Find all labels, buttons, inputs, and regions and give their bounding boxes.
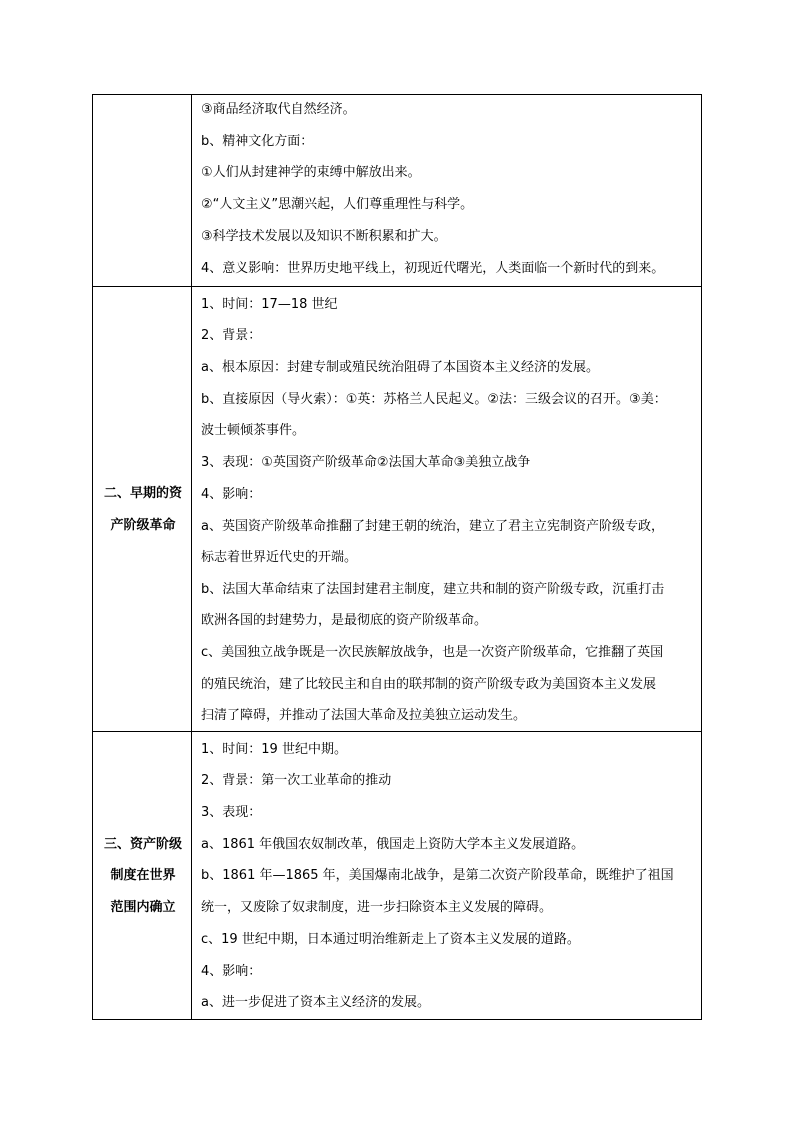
row-divider bbox=[93, 286, 701, 287]
content-line: 4、意义影响：世界历史地平线上，初现近代曙光，人类面临一个新时代的到来。 bbox=[201, 261, 665, 276]
content-line: c、19 世纪中期，日本通过明治维新走上了资本主义发展的道路。 bbox=[201, 932, 580, 947]
section-heading: 产阶级革命 bbox=[110, 518, 176, 533]
content-line: c、美国独立战争既是一次民族解放战争，也是一次资产阶级革命，它推翻了英国 bbox=[201, 645, 664, 660]
content-line: 标志着世界近代史的开端。 bbox=[201, 550, 358, 565]
content-line: b、法国大革命结束了法国封建君主制度，建立共和制的资产阶级专政，沉重打击 bbox=[201, 582, 665, 597]
content-line: 欧洲各国的封建势力，是最彻底的资产阶级革命。 bbox=[201, 613, 488, 628]
content-line: 4、影响： bbox=[201, 964, 262, 979]
content-line: 的殖民统治，建了比较民主和自由的联邦制的资产阶级专政为美国资本主义发展 bbox=[201, 677, 657, 692]
content-line: b、1861 年—1865 年，美国爆南北战争，是第二次资产阶段革命，既维护了祖国 bbox=[201, 868, 674, 883]
row-divider bbox=[93, 731, 701, 732]
content-line: a、进一步促进了资本主义经济的发展。 bbox=[201, 995, 430, 1010]
content-line: ①人们从封建神学的束缚中解放出来。 bbox=[201, 165, 421, 180]
content-line: 2、背景： bbox=[201, 328, 262, 343]
content-line: 统一，又废除了奴隶制度，进一步扫除资本主义发展的障碍。 bbox=[201, 900, 553, 915]
content-line: 1、时间：17—18 世纪 bbox=[201, 297, 338, 312]
content-line: 3、表现：①英国资产阶级革命②法国大革命③美独立战争 bbox=[201, 455, 531, 470]
content-line: ②“人文主义”思潮兴起，人们尊重理性与科学。 bbox=[201, 197, 474, 212]
content-line: a、1861 年俄国农奴制改革，俄国走上资防大学本主义发展道路。 bbox=[201, 837, 585, 852]
section-heading: 制度在世界 bbox=[110, 868, 176, 883]
notes-table bbox=[92, 94, 702, 1020]
section-heading: 三、资产阶级 bbox=[103, 837, 182, 852]
content-line: 4、影响： bbox=[201, 487, 262, 502]
column-divider bbox=[191, 95, 192, 1019]
content-line: 1、时间：19 世纪中期。 bbox=[201, 742, 347, 757]
section-heading: 二、早期的资 bbox=[103, 486, 182, 501]
content-line: ③科学技术发展以及知识不断积累和扩大。 bbox=[201, 229, 447, 244]
content-line: 波士顿倾茶事件。 bbox=[201, 423, 306, 438]
content-line: ③商品经济取代自然经济。 bbox=[201, 102, 356, 117]
content-line: a、根本原因：封建专制或殖民统治阻碍了本国资本主义经济的发展。 bbox=[201, 360, 599, 375]
section-heading: 范围内确立 bbox=[110, 900, 176, 915]
content-line: 2、背景：第一次工业革命的推动 bbox=[201, 773, 392, 788]
content-line: 3、表现： bbox=[201, 805, 262, 820]
content-line: b、精神文化方面： bbox=[201, 134, 314, 149]
content-line: 扫清了障碍，并推动了法国大革命及拉美独立运动发生。 bbox=[201, 708, 527, 723]
content-line: a、英国资产阶级革命推翻了封建王朝的统治，建立了君主立宪制资产阶级专政， bbox=[201, 519, 664, 534]
content-line: b、直接原因（导火索）：①英：苏格兰人民起义。②法：三级会议的召开。③美： bbox=[201, 392, 667, 407]
